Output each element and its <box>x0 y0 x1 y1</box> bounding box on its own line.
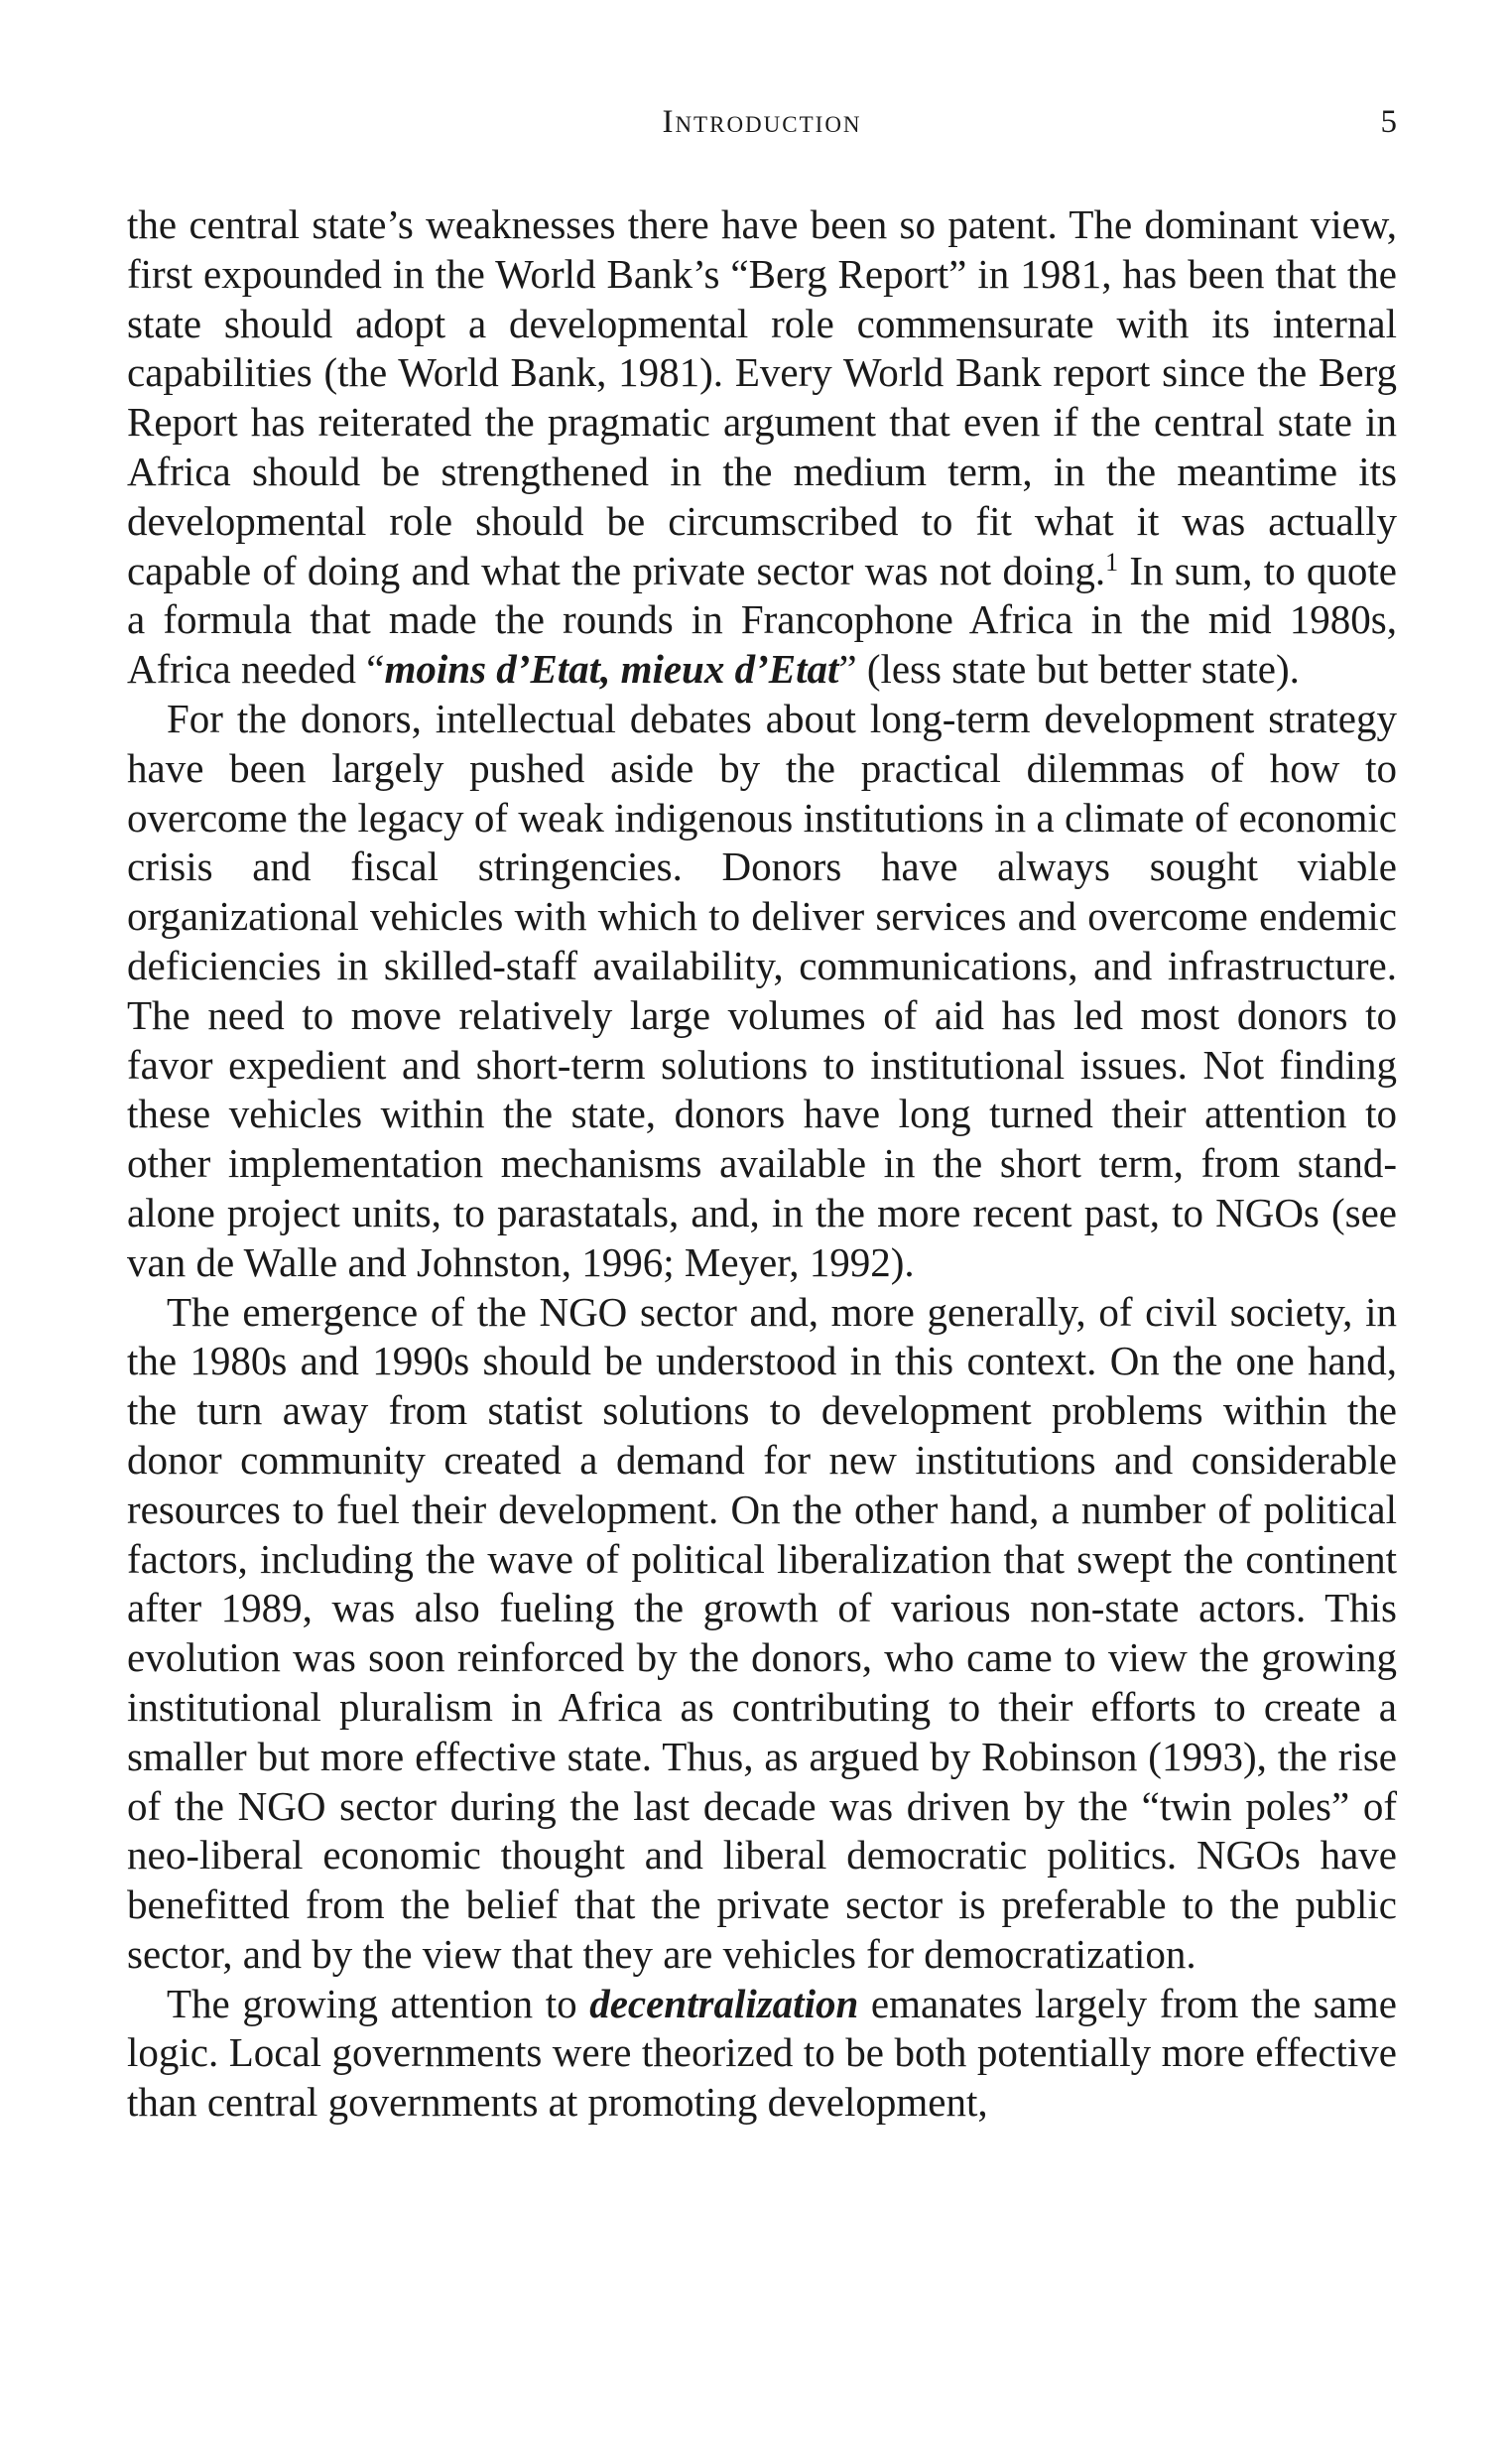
paragraph-3: The emergence of the NGO sector and, more generally, of civil society, in the 1980s and 1990s should be understood in this context. On the one hand, the turn away from statist solutions to development problems within the donor community created a demand for new institutions and considerable resources to fuel their development. On the other hand, a number of political factors, including the wave of political liberalization that swept the continent after 1989, was also fueling the growth of various non-state actors. This evolution was soon reinforced by the donors, who came to view the growing institutional pluralism in Africa as contributing to their efforts to create a smaller but more effective state. Thus, as argued by Robinson (1993), the rise of the NGO sector during the last decade was driven by the “twin poles” of neo-liberal economic thought and liberal democratic politics. NGOs have benefitted from the belief that the private sector is preferable to the public sector, and by the view that they are vehicles for democratization. <box>127 1288 1397 1977</box>
paragraph-4 <box>127 1980 1397 2128</box>
paragraph-1-text-c: ” (less state but better state). <box>838 646 1300 693</box>
body-text <box>127 200 1397 2128</box>
paragraph-1-text-b: In sum, to quote a formula that made the rounds in Francophone Africa in the mid 1980s, Africa needed “ <box>127 547 1398 693</box>
italic-phrase-french: moins d’Etat, mieux d’Etat <box>384 646 839 693</box>
paragraph-4-text-b: emanates largely from the same logic. Local governments were theorized to be both potentially more effective than central governments at promoting development, <box>127 1980 1397 2126</box>
running-title: Introduction <box>662 104 862 140</box>
paragraph-1-text-a: the central state’s weaknesses there have been so patent. The dominant view, first expounded in the World Bank’s “Berg Report” in 1981, has been that the state should adopt a developmental role commensurate with its internal capabilities (the World Bank, 1981). Every World Bank report since the Berg Report has reiterated the pragmatic argument that even if the central state in Africa should be strengthened in the medium term, in the meantime its developmental role should be circumscribed to fit what it was actually capable of doing and what the private sector was not doing. <box>127 201 1397 593</box>
footnote-marker: 1 <box>1105 547 1119 577</box>
paragraph-4-text-a: The growing attention to <box>167 1980 590 2026</box>
page-number: 5 <box>1380 104 1397 140</box>
paragraph-1 <box>127 200 1397 695</box>
running-head <box>127 104 1397 154</box>
book-page <box>127 104 1398 2126</box>
italic-term-decentralization: decentralization <box>589 1980 859 2026</box>
paragraph-2: For the donors, intellectual debates about long-term development strategy have been largely pushed aside by the practical dilemmas of how to overcome the legacy of weak indigenous institutions in a climate of economic crisis and fiscal stringencies. Donors have always sought viable organizational vehicles with which to deliver services and overcome endemic deficiencies in skilled-staff availability, communications, and infrastructure. The need to move relatively large volumes of aid has led most donors to favor expedient and short-term solutions to institutional issues. Not finding these vehicles within the state, donors have long turned their attention to other implementation mechanisms available in the short term, from stand-alone project units, to parastatals, and, in the more recent past, to NGOs (see van de Walle and Johnston, 1996; Meyer, 1992). <box>127 695 1397 1285</box>
